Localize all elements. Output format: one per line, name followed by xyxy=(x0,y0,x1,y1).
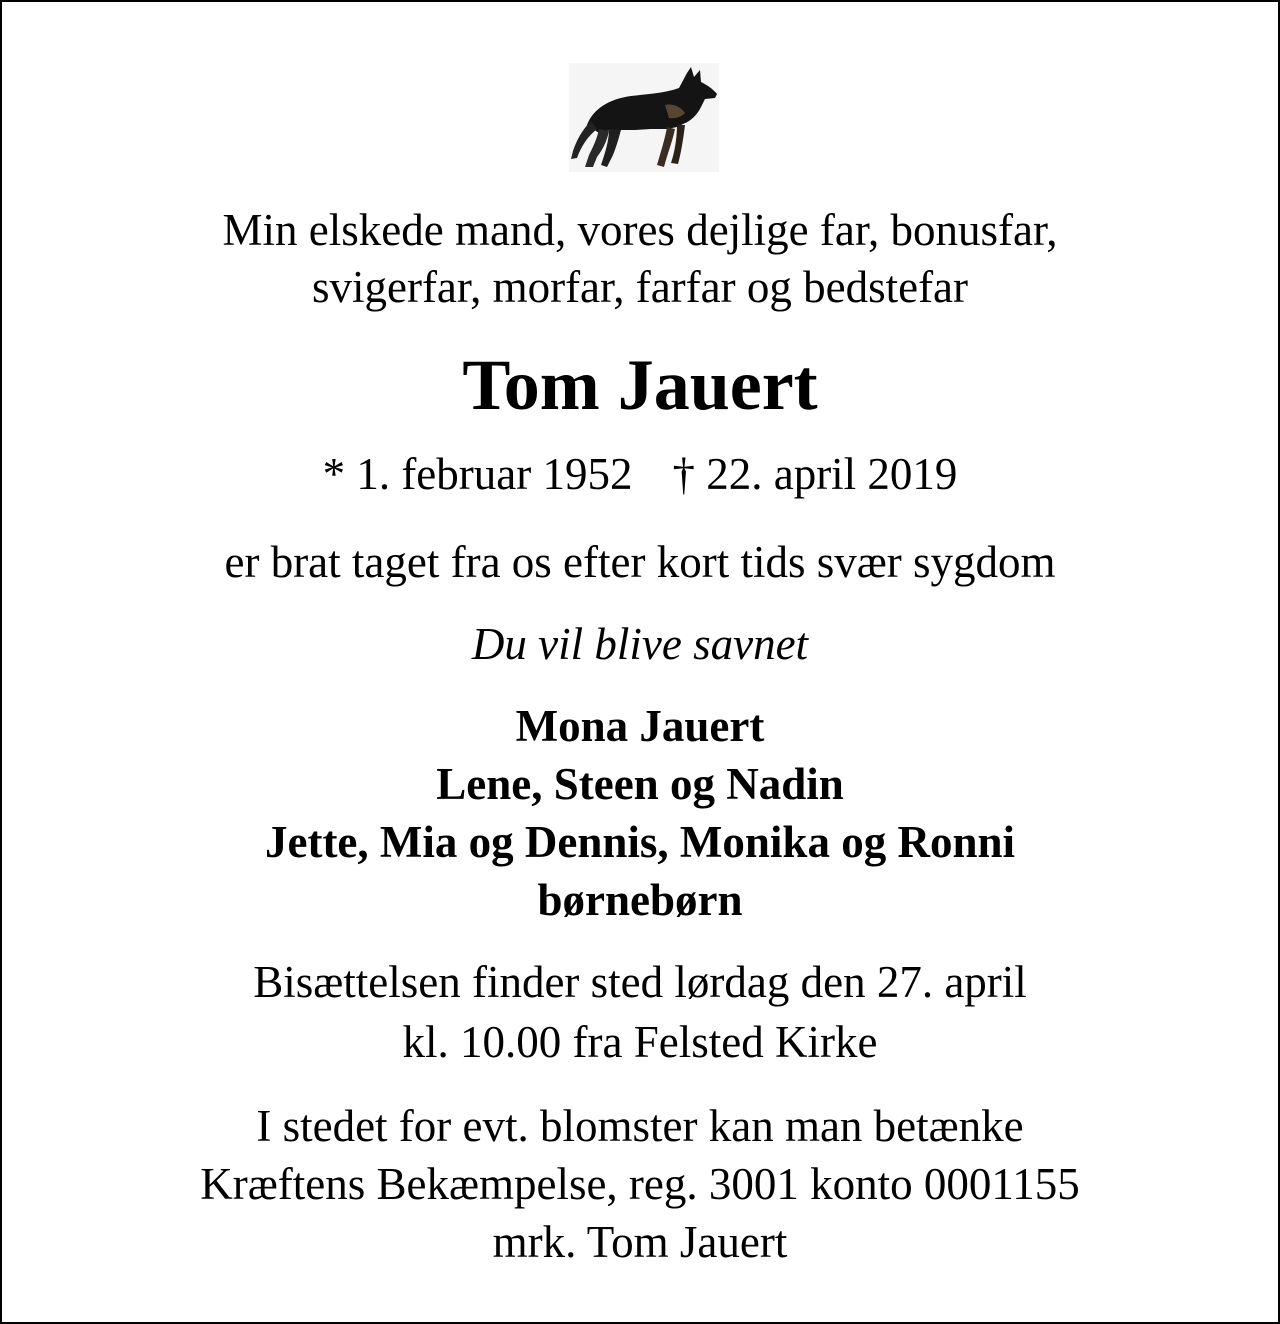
donation-line-2: Kræftens Bekæmpelse, reg. 3001 konto 0001155 xyxy=(200,1159,1080,1209)
donation-line-1: I stedet for evt. blomster kan man betænke xyxy=(256,1101,1024,1151)
farewell-text: Du vil blive savnet xyxy=(471,619,809,669)
birth-date: * 1. februar 1952 xyxy=(322,449,633,499)
death-date: † 22. april 2019 xyxy=(672,449,958,499)
donation-line-3: mrk. Tom Jauert xyxy=(492,1217,788,1267)
mourner-line: Lene, Steen og Nadin xyxy=(436,759,844,809)
cause-text: er brat taget fra os efter kort tids svær sygdom xyxy=(224,537,1056,587)
intro-line-2: svigerfar, morfar, farfar og bedstefar xyxy=(311,262,969,312)
life-dates xyxy=(2,449,1278,499)
funeral-line-1: Bisættelsen finder sted lørdag den 27. april xyxy=(253,957,1027,1007)
deceased-name: Tom Jauert xyxy=(462,345,818,425)
mourner-line: Jette, Mia og Dennis, Monika og Ronni xyxy=(264,817,1015,867)
intro-line-1: Min elskede mand, vores dejlige far, bonusfar, xyxy=(222,205,1058,255)
funeral-line-2: kl. 10.00 fra Felsted Kirke xyxy=(402,1017,878,1067)
mourner-line: børnebørn xyxy=(537,875,743,925)
german-shepherd-dog-icon xyxy=(569,63,719,172)
mourner-line: Mona Jauert xyxy=(515,701,765,751)
